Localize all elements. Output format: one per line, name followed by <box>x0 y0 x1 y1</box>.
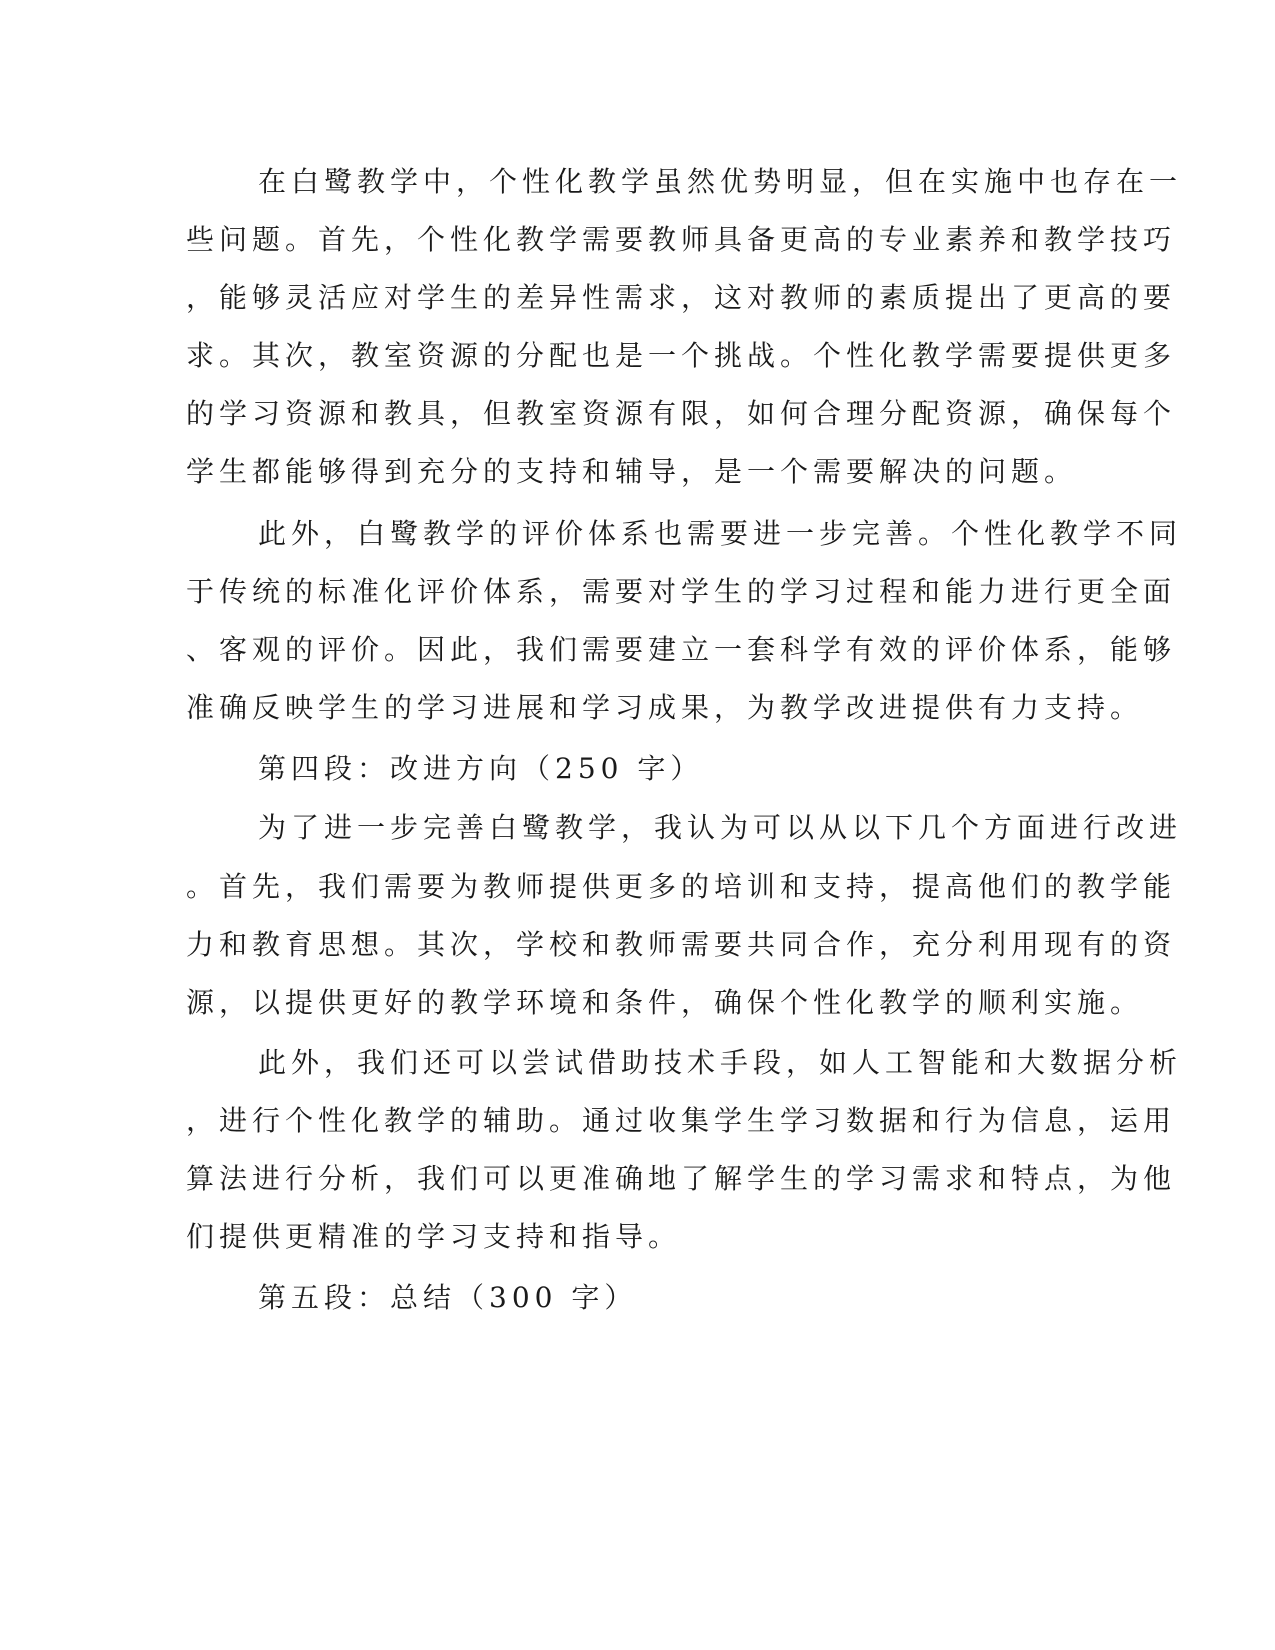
paragraph-line: 算法进行分析，我们可以更准确地了解学生的学习需求和特点，为他 <box>186 1162 1177 1195</box>
paragraph-line: ，进行个性化教学的辅助。通过收集学生学习数据和行为信息，运用 <box>186 1104 1177 1137</box>
paragraph-line: 求。其次，教室资源的分配也是一个挑战。个性化教学需要提供更多 <box>186 339 1177 372</box>
paragraph-line: 为了进一步完善白鹭教学，我认为可以从以下几个方面进行改进 <box>258 811 1183 844</box>
paragraph-line: 此外，白鹭教学的评价体系也需要进一步完善。个性化教学不同 <box>258 517 1183 550</box>
paragraph-line: 、客观的评价。因此，我们需要建立一套科学有效的评价体系，能够 <box>186 633 1177 666</box>
section-heading: 第四段：改进方向（250 字） <box>258 752 704 785</box>
paragraph-line: 准确反映学生的学习进展和学习成果，为教学改进提供有力支持。 <box>186 691 1144 724</box>
paragraph-line: 。首先，我们需要为教师提供更多的培训和支持，提高他们的教学能 <box>186 870 1177 903</box>
section-heading: 第五段：总结（300 字） <box>258 1281 638 1314</box>
paragraph-line: 源，以提供更好的教学环境和条件，确保个性化教学的顺利实施。 <box>186 986 1144 1019</box>
paragraph-line: 些问题。首先，个性化教学需要教师具备更高的专业素养和教学技巧 <box>186 223 1177 256</box>
paragraph-line: 力和教育思想。其次，学校和教师需要共同合作，充分利用现有的资 <box>186 928 1177 961</box>
paragraph-line: 此外，我们还可以尝试借助技术手段，如人工智能和大数据分析 <box>258 1046 1183 1079</box>
paragraph-line: 的学习资源和教具，但教室资源有限，如何合理分配资源，确保每个 <box>186 397 1177 430</box>
paragraph-line: 于传统的标准化评价体系，需要对学生的学习过程和能力进行更全面 <box>186 575 1177 608</box>
paragraph-line: ，能够灵活应对学生的差异性需求，这对教师的素质提出了更高的要 <box>186 281 1177 314</box>
paragraph-line: 在白鹭教学中，个性化教学虽然优势明显，但在实施中也存在一 <box>258 165 1183 198</box>
paragraph-line: 学生都能够得到充分的支持和辅导，是一个需要解决的问题。 <box>186 455 1078 488</box>
paragraph-line: 们提供更精准的学习支持和指导。 <box>186 1220 682 1253</box>
